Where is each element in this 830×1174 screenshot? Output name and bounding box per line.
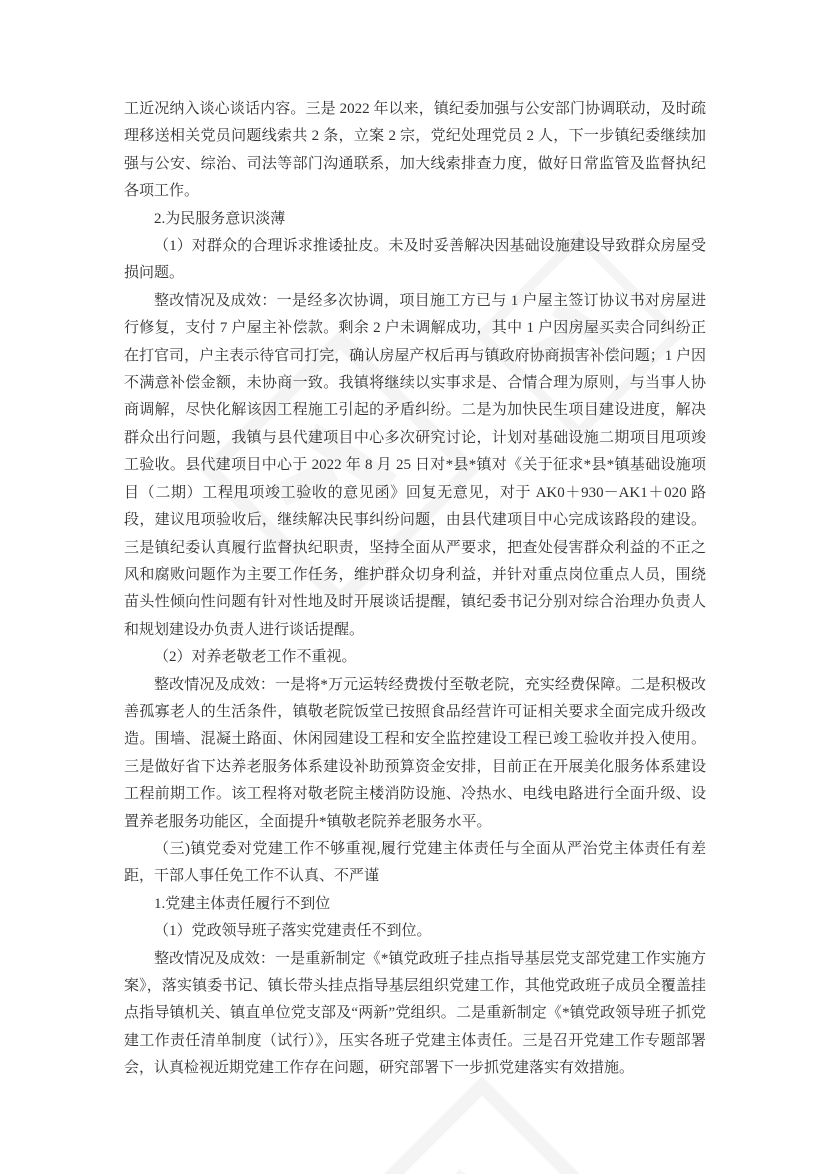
paragraph: 1.党建主体责任履行不到位 xyxy=(154,895,331,912)
watermark xyxy=(342,1076,622,1174)
paragraph: 整改情况及成效：一是经多次协调，项目施工方已与 1 户屋主签订协议书对房屋进行修复，支付 7 户屋主补偿款。剩余 2 户未调解成功，其中 1 户因房屋买卖合同纠纷正在打官司，户主表示待官司打完，确认房屋产权后再与镇政府协商损害补偿问题；1 户因不满意补偿金额，未协商一致。我镇将继续以实事求是、合情合理为原则，与当事人协商调解，尽快化解该因工程施工引起的矛盾纠纷。二是为加快民生项目建设进度，解决群众出行问题，我镇与县代建项目中心多次研究讨论，计划对基础设施二期项目甩项竣工验收。县代建项目中心于 2022 年 8 月 25 日对*县*镇对《关于征求*县*镇基础设施项目（二期）工程甩项竣工验收的意见函》回复无意见，对于 AK0＋930－AK1＋020 路段，建议甩项验收后，继续解决民事纠纷问题，由县代建项目中心完成该路段的建设。三是镇纪委认真履行监督执纪职责，坚持全面从严要求，把查处侵害群众利益的不正之风和腐败问题作为主要工作任务，维护群众切身利益，并针对重点岗位重点人员，围绕苗头性倾向性问题有针对性地及时开展谈话提醒，镇纪委书记分别对综合治理办负责人和规划建设办负责人进行谈话提醒。 xyxy=(124,292,706,638)
paragraph: （1）党政领导班子落实党建责任不到位。 xyxy=(154,923,432,940)
document-body xyxy=(124,96,706,1083)
paragraph: （三)镇党委对党建工作不够重视,履行党建主体责任与全面从严治党主体责任有差距，干部人事任免工作不认真、不严谨 xyxy=(124,840,706,885)
paragraph: 整改情况及成效：一是重新制定《*镇党政班子挂点指导基层党支部党建工作实施方案》，落实镇委书记、镇长带头挂点指导基层组织党建工作，其他党政班子成员全覆盖挂点指导镇机关、镇直单位党支部及“两新”党组织。二是重新制定《*镇党政领导班子抓党建工作责任清单制度（试行）》，压实各班子党建主体责任。三是召开党建工作专题部署会，认真检视近期党建工作存在问题，研究部署下一步抓党建落实有效措施。 xyxy=(124,950,706,1077)
paragraph: 整改情况及成效：一是将*万元运转经费拨付至敬老院，充实经费保障。二是积极改善孤寡老人的生活条件，镇敬老院饭堂已按照食品经营许可证相关要求全面完成升级改造。围墙、混凝土路面、休闲园建设工程和安全监控建设工程已竣工验收并投入使用。三是做好省下达养老服务体系建设补助预算资金安排，目前正在开展美化服务体系建设工程前期工作。该工程将对敬老院主楼消防设施、冷热水、电线电路进行全面升级、设置养老服务功能区，全面提升*镇敬老院养老服务水平。 xyxy=(124,676,706,830)
paragraph: （1）对群众的合理诉求推诿扯皮。未及时妥善解决因基础设施建设导致群众房屋受损问题。 xyxy=(124,238,706,282)
paragraph: 工近况纳入谈心谈话内容。三是 2022 年以来，镇纪委加强与公安部门协调联动，及时疏理移送相关党员问题线索共 2 条，立案 2 宗，党纪处理党员 2 人，下一步镇纪委继续加强与公安、综治、司法等部门沟通联系，加大线索排查力度，做好日常监管及监督执纪各项工作。 xyxy=(124,101,706,200)
paragraph: 2.为民服务意识淡薄 xyxy=(154,210,286,227)
paragraph: （2）对养老敬老工作不重视。 xyxy=(154,649,357,666)
